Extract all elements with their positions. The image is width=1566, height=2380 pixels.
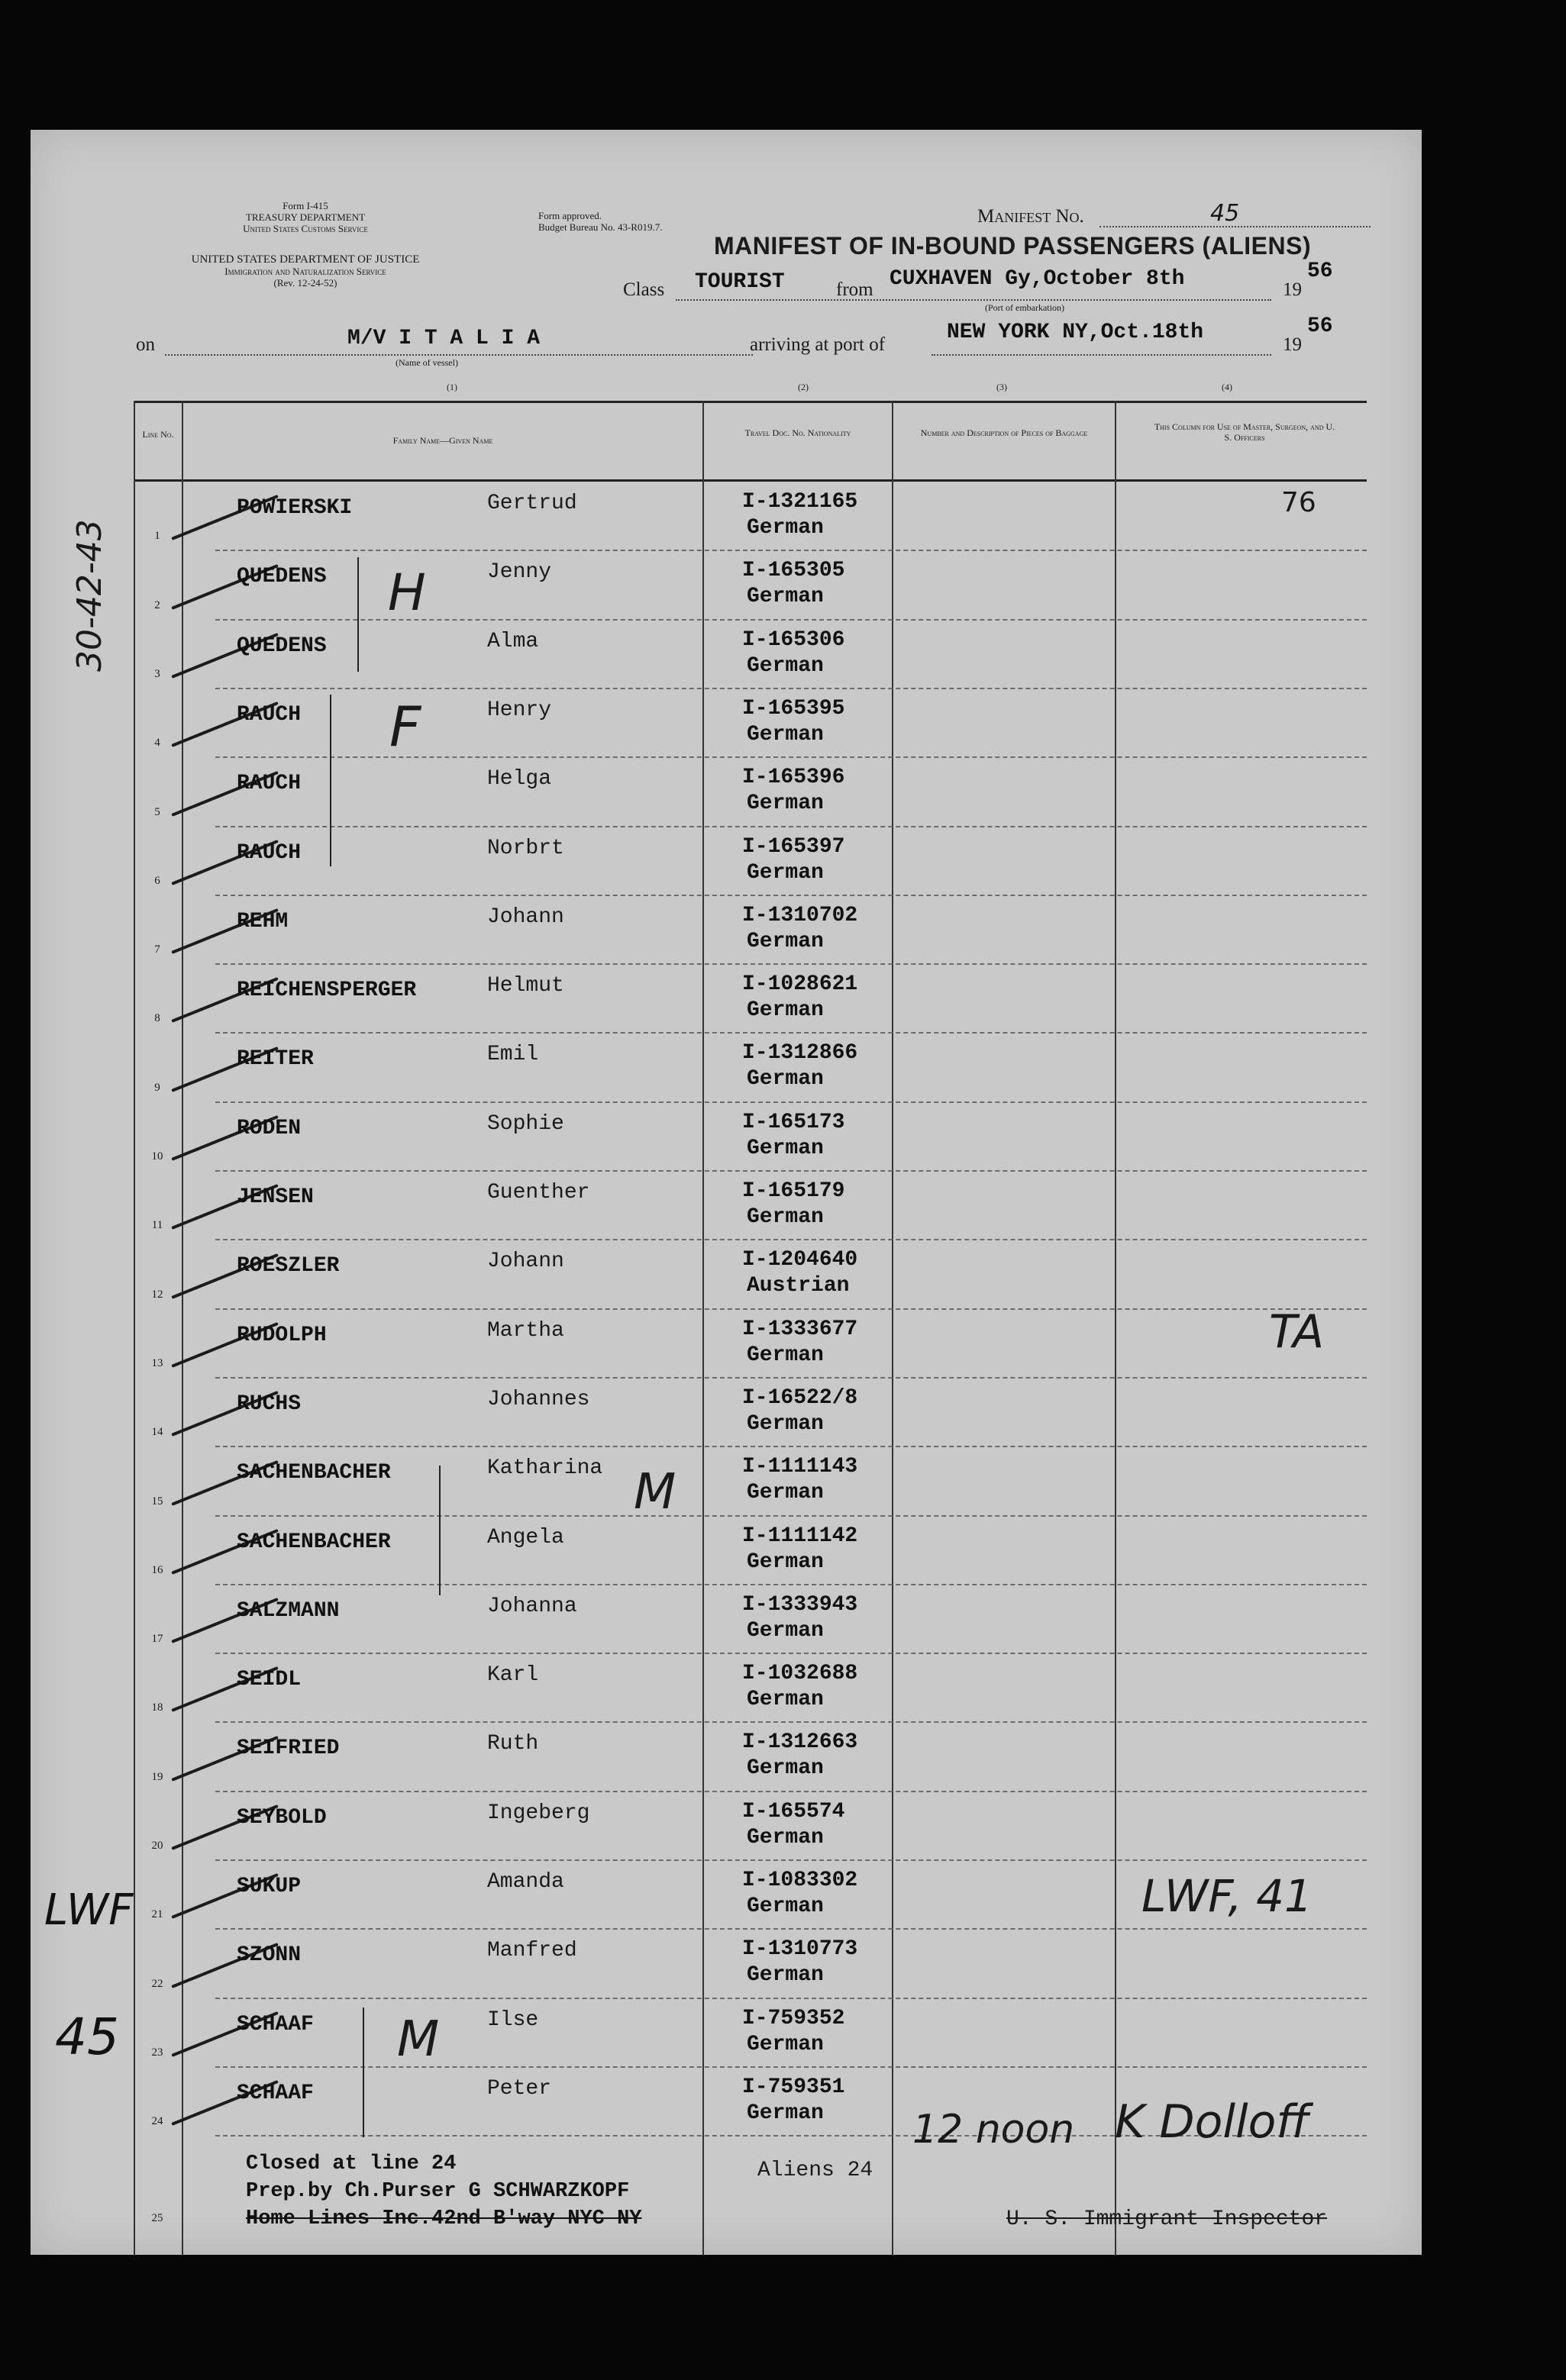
line-number: 22 (151, 1977, 163, 1990)
row-separator (215, 1308, 1367, 1310)
col-num-3: (3) (996, 382, 1007, 392)
given-name: Karl (487, 1663, 539, 1688)
doc-baggage-divider (892, 401, 893, 2256)
row-separator (215, 1928, 1367, 1930)
row-separator (215, 963, 1367, 965)
given-name: Peter (487, 2076, 552, 2101)
form-approved: Form approved. (538, 210, 602, 221)
nationality: German (747, 1618, 824, 1643)
given-name: Ruth (487, 1732, 539, 1756)
travel-doc-number: I-165574 (742, 1799, 845, 1824)
line-number: 6 (154, 874, 160, 887)
nationality: German (747, 998, 824, 1023)
family-name: ROESZLER (237, 1254, 340, 1279)
vessel-line (165, 354, 753, 356)
line-number: 16 (151, 1563, 163, 1576)
table-top-border (134, 401, 1367, 403)
year-prefix-2: 19 (1283, 334, 1302, 355)
line-number: 10 (151, 1150, 163, 1163)
family-name: SEYBOLD (237, 1805, 327, 1830)
on-label: on (136, 334, 155, 355)
given-name: Johann (487, 905, 564, 929)
travel-doc-number: I-165173 (742, 1110, 845, 1134)
given-name: Angela (487, 1525, 564, 1550)
line-number: 4 (154, 737, 160, 750)
row-separator (215, 1859, 1367, 1861)
family-name: SZONN (237, 1943, 302, 1968)
col-num-4: (4) (1222, 382, 1232, 392)
budget-bureau: Budget Bureau No. 43-R019.7. (538, 221, 663, 233)
hand-mark-sachenbacher: M (634, 1464, 676, 1521)
table-left-border (134, 401, 135, 2256)
family-name: SEIDL (237, 1668, 302, 1692)
hand-mark-rauch: F (389, 695, 421, 759)
travel-doc-number: I-1032688 (742, 1662, 858, 1686)
family-name: RAUCH (237, 840, 302, 865)
year-value-2: 56 (1307, 314, 1333, 338)
family-name: QUEDENS (237, 565, 327, 589)
given-name: Ilse (487, 2008, 539, 2032)
hand-left-number: 45 (55, 2008, 119, 2066)
prepared-by: Prep.by Ch.Purser G SCHWARZKOPF (246, 2180, 630, 2203)
row-separator (215, 1791, 1367, 1792)
family-name: REITER (237, 1047, 314, 1072)
hand-count-76: 76 (1281, 487, 1316, 518)
hand-mark-schaaf: M (397, 2011, 440, 2068)
manifest-no-value: 45 (1210, 200, 1240, 227)
bracket-quedens (357, 557, 359, 672)
line-number: 17 (151, 1633, 163, 1646)
row-separator (215, 1032, 1367, 1034)
manifest-no-label: Manifest No. (977, 206, 1084, 227)
row-separator (215, 2066, 1367, 2068)
line-number: 18 (151, 1701, 163, 1714)
row-separator (215, 1170, 1367, 1172)
row-separator (215, 1721, 1367, 1723)
given-name: Johann (487, 1250, 564, 1274)
given-name: Henry (487, 698, 552, 722)
travel-doc-number: I-1333943 (742, 1592, 858, 1617)
col-header-travel-doc: Travel Doc. No. Nationality (744, 427, 851, 438)
closed-at-line: Closed at line 24 (246, 2153, 457, 2175)
nationality: German (747, 1205, 824, 1229)
row-separator (215, 1101, 1367, 1103)
nationality: German (747, 1343, 824, 1367)
class-label: Class (623, 279, 665, 300)
hand-margin-number: 30-42-43 (70, 519, 109, 672)
travel-doc-number: I-1204640 (742, 1248, 858, 1272)
travel-doc-number: I-165396 (742, 766, 845, 790)
travel-doc-number: I-1312663 (742, 1730, 858, 1755)
travel-doc-number: I-165306 (742, 627, 845, 652)
nationality: German (747, 1825, 824, 1849)
family-name: SUKUP (237, 1875, 302, 1898)
name-doc-divider (702, 401, 704, 2256)
family-name: REHM (237, 909, 289, 934)
travel-doc-number: I-1028621 (742, 972, 858, 997)
given-name: Alma (487, 629, 539, 653)
hand-right-lwf: LWF, 41 (1141, 1870, 1313, 1922)
from-value: CUXHAVEN Gy,October 8th (890, 267, 1185, 291)
row-separator (215, 688, 1367, 689)
line-number: 15 (151, 1495, 163, 1508)
line-number: 7 (154, 943, 160, 956)
family-name: SCHAAF (237, 2081, 314, 2105)
hand-left-lwf: LWF (44, 1885, 134, 1935)
nationality: German (747, 1963, 824, 1988)
bracket-rauch (330, 695, 331, 866)
from-label: from (836, 279, 873, 300)
travel-doc-number: I-1312866 (742, 1041, 858, 1066)
line-number: 19 (151, 1770, 163, 1783)
given-name: Helmut (487, 974, 564, 998)
line-number: 24 (151, 2115, 163, 2128)
line-number: 5 (154, 805, 160, 818)
given-name: Ingeberg (487, 1801, 590, 1825)
line-no-divider (182, 401, 183, 2256)
given-name: Katharina (487, 1456, 603, 1481)
row-separator (215, 1446, 1367, 1447)
shipping-line: Home Lines Inc.42nd B'way NYC NY (246, 2207, 642, 2230)
family-name: POWIERSKI (237, 496, 353, 520)
travel-doc-number: I-1083302 (742, 1869, 858, 1892)
immigration-service: Immigration and Naturalization Service (224, 266, 386, 277)
vessel-name-label: (Name of vessel) (396, 357, 458, 368)
given-name: Martha (487, 1318, 564, 1343)
hand-signature: K Dolloff (1115, 2095, 1309, 2149)
row-separator (215, 1653, 1367, 1654)
row-separator (215, 756, 1367, 758)
family-name: SCHAAF (237, 2012, 314, 2037)
arriving-line (932, 354, 1271, 356)
given-name: Johanna (487, 1594, 577, 1618)
line-number: 14 (151, 1426, 163, 1439)
hand-noon: 12 noon (912, 2107, 1075, 2153)
given-name: Guenther (487, 1181, 590, 1205)
treasury-dept: TREASURY DEPARTMENT (245, 211, 366, 223)
travel-doc-number: I-165179 (742, 1179, 845, 1203)
family-name: RAUCH (237, 772, 302, 796)
hand-mark-rudolph: TA (1269, 1305, 1325, 1359)
nationality: German (747, 1136, 824, 1160)
nationality: German (747, 2101, 824, 2125)
col-num-1: (1) (447, 382, 457, 392)
col-header-officers: This Column for Use of Master, Surgeon, and U. S. Officers (1154, 421, 1335, 443)
customs-service: United States Customs Service (243, 223, 368, 234)
travel-doc-number: I-16522/8 (742, 1385, 858, 1410)
nationality: German (747, 1481, 824, 1505)
family-name: SALZMANN (237, 1598, 340, 1623)
line-number: 3 (154, 667, 160, 680)
nationality: German (747, 1895, 824, 1918)
table-header-border (134, 479, 1367, 482)
row-separator (215, 1515, 1367, 1517)
manifest-sheet (31, 130, 1422, 2255)
line-number: 21 (151, 1908, 163, 1921)
given-name: Emil (487, 1043, 539, 1067)
aliens-total: Aliens 24 (757, 2159, 873, 2182)
travel-doc-number: I-759351 (742, 2075, 845, 2099)
travel-doc-number: I-165397 (742, 834, 845, 859)
nationality: German (747, 1688, 824, 1712)
nationality: German (747, 1550, 824, 1574)
approval-block (538, 210, 662, 233)
travel-doc-number: I-1321165 (742, 490, 858, 514)
line-number: 12 (151, 1288, 163, 1301)
family-name: SEIFRIED (237, 1737, 340, 1761)
given-name: Sophie (487, 1111, 564, 1136)
given-name: Jenny (487, 560, 552, 585)
port-embark-label: (Port of embarkation) (985, 302, 1064, 313)
row-separator (215, 1998, 1367, 1999)
travel-doc-number: I-1111143 (742, 1455, 858, 1479)
travel-doc-number: I-759352 (742, 2006, 845, 2030)
nationality: German (747, 1756, 824, 1781)
nationality: German (747, 929, 824, 953)
family-name: REICHENSPERGER (237, 979, 417, 1003)
arriving-label: arriving at port of (750, 334, 886, 355)
row-separator (215, 1584, 1367, 1585)
immigrant-inspector-label: U. S. Immigrant Inspector (1006, 2207, 1328, 2231)
line-number: 20 (151, 1840, 163, 1852)
line-number-25: 25 (151, 2212, 163, 2224)
line-number: 1 (154, 530, 160, 543)
family-name: JENSEN (237, 1185, 314, 1209)
col-header-baggage: Number and Description of Pieces of Baggage (920, 427, 1088, 438)
given-name: Helga (487, 767, 552, 792)
travel-doc-number: I-165395 (742, 696, 845, 721)
family-name: QUEDENS (237, 634, 327, 658)
line-number: 9 (154, 1081, 160, 1094)
line-number: 11 (151, 1219, 163, 1232)
row-separator (215, 895, 1367, 896)
col-header-name: Family Name—Given Name (392, 435, 493, 446)
nationality: German (747, 1067, 824, 1092)
nationality: Austrian (747, 1274, 850, 1298)
given-name: Manfred (487, 1939, 577, 1963)
family-name: SACHENBACHER (237, 1461, 391, 1485)
form-number: Form I-415 (283, 200, 328, 211)
baggage-officer-divider (1115, 401, 1116, 2256)
arriving-value: NEW YORK NY,Oct.18th (947, 321, 1204, 344)
family-name: RUDOLPH (237, 1323, 327, 1347)
family-name: RUCHS (237, 1392, 302, 1416)
row-separator (215, 550, 1367, 551)
given-name: Johannes (487, 1387, 590, 1411)
class-line (676, 299, 1271, 301)
given-name: Norbrt (487, 836, 564, 860)
year-value-1: 56 (1307, 260, 1333, 283)
nationality: German (747, 792, 824, 816)
nationality: German (747, 860, 824, 885)
nationality: German (747, 722, 824, 747)
family-name: RODEN (237, 1116, 302, 1140)
given-name: Amanda (487, 1870, 564, 1894)
line-number: 8 (154, 1012, 160, 1025)
travel-doc-number: I-1310773 (742, 1937, 858, 1962)
line-number: 13 (151, 1356, 163, 1369)
col-header-line-no: Line No. (142, 429, 174, 440)
nationality: German (747, 516, 824, 540)
nationality: German (747, 653, 824, 678)
form-info-block (183, 200, 428, 234)
row-separator (215, 1377, 1367, 1379)
nationality: German (747, 585, 824, 609)
nationality: German (747, 1411, 824, 1436)
family-name: SACHENBACHER (237, 1530, 391, 1554)
year-prefix-1: 19 (1283, 279, 1302, 300)
travel-doc-number: I-1333677 (742, 1317, 858, 1341)
given-name: Gertrud (487, 492, 577, 515)
line-number: 2 (154, 598, 160, 611)
bracket-sachenbacher (439, 1466, 441, 1595)
hand-mark-quedens: H (388, 563, 426, 622)
row-separator (215, 1239, 1367, 1240)
family-name: RAUCH (237, 702, 302, 727)
travel-doc-number: I-1111142 (742, 1524, 858, 1548)
justice-info-block (134, 254, 477, 289)
manifest-title: MANIFEST OF IN-BOUND PASSENGERS (ALIENS) (714, 232, 1312, 260)
justice-dept: UNITED STATES DEPARTMENT OF JUSTICE (191, 253, 420, 266)
revision-date: (Rev. 12-24-52) (273, 277, 337, 289)
row-separator (215, 826, 1367, 827)
line-number: 23 (151, 2046, 163, 2059)
col-num-2: (2) (798, 382, 809, 392)
travel-doc-number: I-1310702 (742, 903, 858, 927)
nationality: German (747, 2032, 824, 2056)
class-value: TOURIST (695, 270, 785, 294)
travel-doc-number: I-165305 (742, 559, 845, 583)
vessel-name: M/V I T A L I A (347, 327, 541, 350)
bracket-schaaf (363, 2008, 364, 2137)
